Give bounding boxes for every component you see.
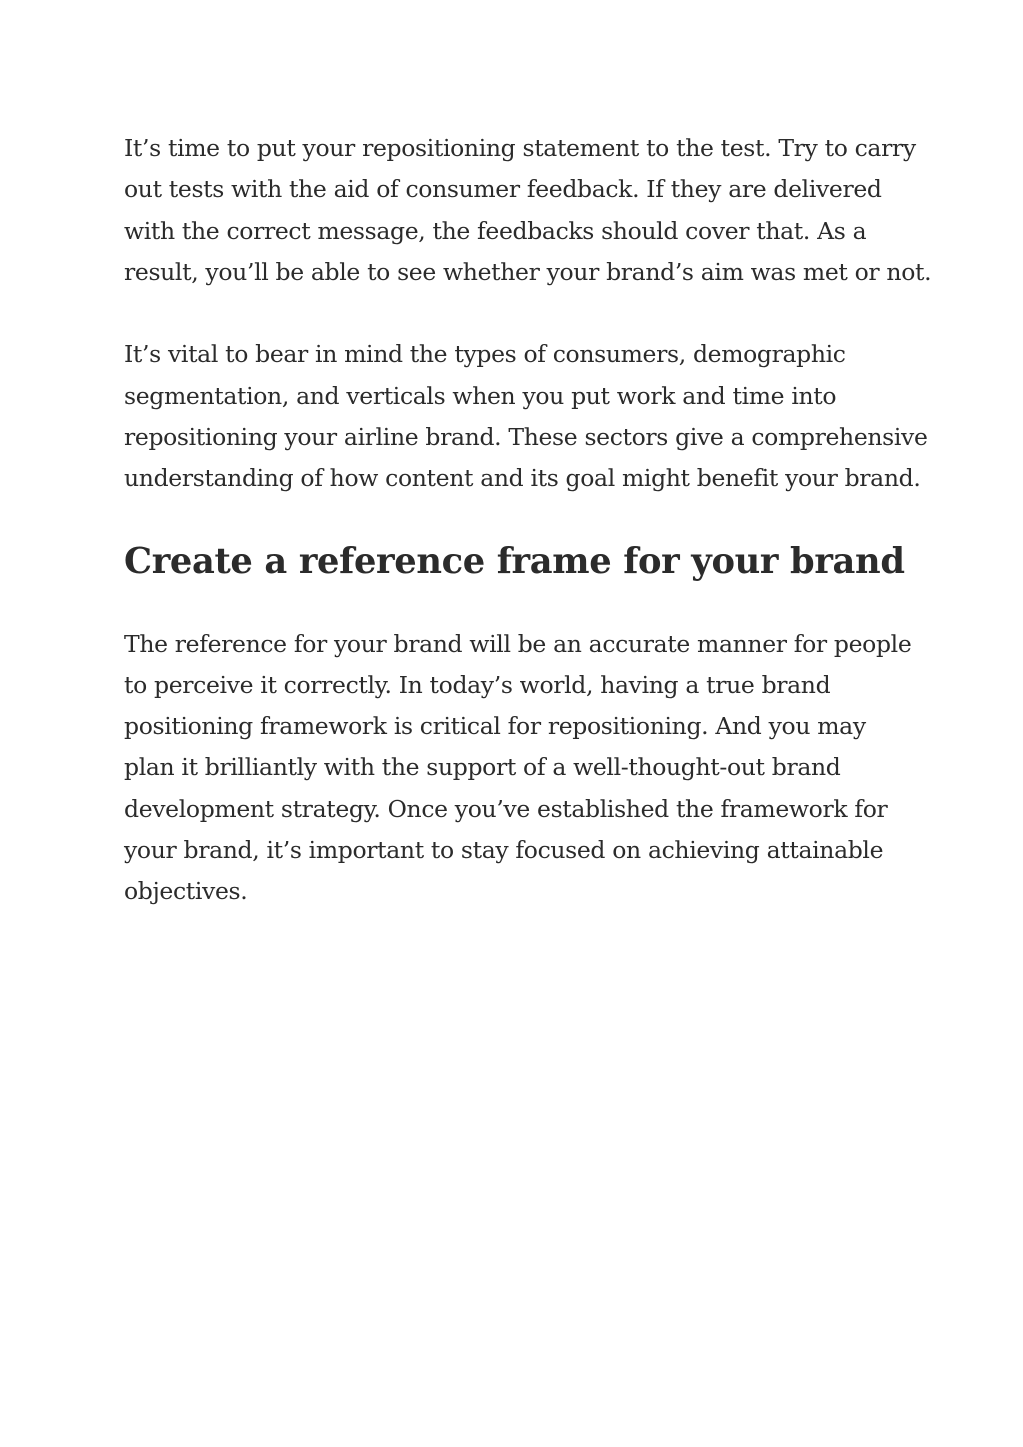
text-line: understanding of how content and its goal might benefit your brand. [124,464,921,493]
heading-text: Create a reference frame for your brand [124,540,905,582]
document-page [124,128,932,954]
text-line: to perceive it correctly. In today’s world, having a true brand [124,670,831,699]
paragraph-reference-frame [124,624,914,913]
text-line: objectives. [124,877,248,906]
text-line: positioning framework is critical for repositioning. And you may [124,712,866,741]
text-line: It’s time to put your repositioning statement to the test. Try to carry [124,134,916,162]
text-line: development strategy. Once you’ve established the framework for [124,794,888,823]
text-line: It’s vital to bear in mind the types of consumers, demographic [124,340,846,369]
text-line: result, you’ll be able to see whether your brand’s aim was met or not. [124,257,932,286]
section-heading [124,541,914,582]
text-line: plan it brilliantly with the support of a well-thought-out brand [124,753,841,782]
text-line: with the correct message, the feedbacks should cover that. As a [124,216,867,245]
text-line: The reference for your brand will be an accurate manner for people [124,629,912,658]
text-line: your brand, it’s important to stay focused on achieving attainable [124,836,884,865]
text-line: segmentation, and verticals when you put work and time into [124,381,837,410]
text-line: repositioning your airline brand. These sectors give a comprehensive [124,423,928,452]
paragraph-testing [124,128,932,293]
paragraph-consumers [124,334,928,499]
text-line: out tests with the aid of consumer feedback. If they are delivered [124,175,882,204]
